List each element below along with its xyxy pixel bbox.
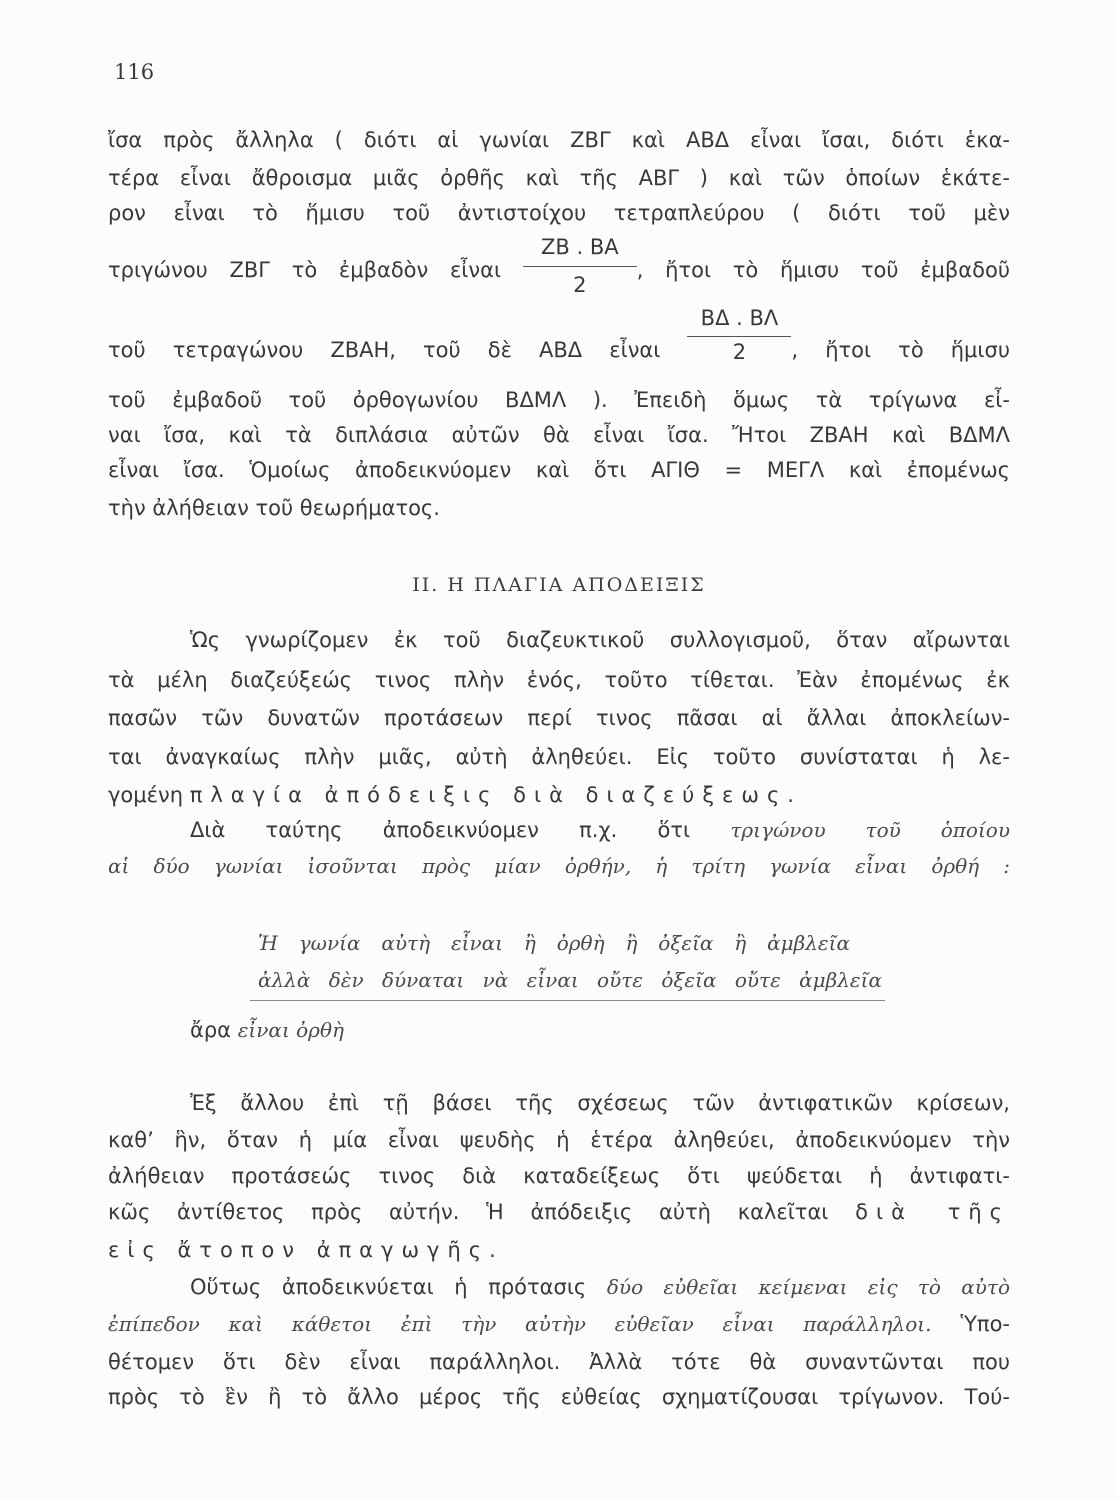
fraction-denominator: 2 <box>573 273 587 297</box>
body-line: Ἐξ ἄλλου ἐπὶ τῇ βάσει τῆς σχέσεως τῶν ἀντιφατικῶν κρίσεων, <box>190 1091 1010 1115</box>
body-line <box>190 815 1010 845</box>
body-line: τὴν ἀλήθειαν τοῦ θεωρήματος. <box>108 496 440 520</box>
body-line <box>108 1235 1010 1265</box>
body-line: ἴσα πρὸς ἄλληλα ( διότι αἱ γωνίαι ΖΒΓ καὶ ΑΒΔ εἶναι ἴσαι, διότι ἑκα- <box>108 128 1010 152</box>
body-line <box>108 851 1010 881</box>
spaced-term: πλαγία ἀπόδειξις διὰ διαζεύξεως. <box>189 783 802 807</box>
body-line: Ὡς γνωρίζομεν ἐκ τοῦ διαζευκτικοῦ συλλογισμοῦ, ὅταν αἴρωνται <box>190 628 1010 652</box>
text-segment: Διὰ ταύτης ἀποδεικνύομεν π.χ. ὅτι <box>190 818 731 842</box>
body-line: τὰ μέλη διαζεύξεώς τινος πλὴν ἑνός, τοῦτο τίθεται. Ἐὰν ἐπομένως ἐκ <box>108 668 1010 692</box>
spaced-term: εἰς ἄτοπον ἀπαγωγῆς. <box>108 1238 504 1262</box>
italic-segment: δύο εὐθεῖαι κείμεναι εἰς τὸ αὐτὸ <box>606 1275 1010 1299</box>
text-segment: ἄρα <box>190 1018 238 1042</box>
italic-segment: ἐπίπεδον καὶ κάθετοι ἐπὶ τὴν αὐτὴν εὐθεῖαν εἶναι παράλληλοι. <box>108 1312 932 1336</box>
body-line <box>190 1272 1010 1302</box>
text-segment: Ὑπο- <box>931 1312 1010 1336</box>
body-line: τέρα εἶναι ἄθροισμα μιᾶς ὀρθῆς καὶ τῆς ΑΒΓ ) καὶ τῶν ὁποίων ἑκάτε- <box>108 166 1010 190</box>
body-line: πασῶν τῶν δυνατῶν προτάσεων περί τινος πᾶσαι αἱ ἄλλαι ἀποκλείων- <box>108 706 1010 730</box>
syllogism-premise-1: Ἡ γωνία αὐτὴ εἶναι ἢ ὀρθὴ ἢ ὀξεῖα ἢ ἀμβλεῖα <box>258 931 850 955</box>
italic-segment: τριγώνου τοῦ ὁποίου <box>730 818 1011 842</box>
body-line: εἶναι ἴσα. Ὁμοίως ἀποδεικνύομεν καὶ ὅτι ΑΓΙΘ = ΜΕΓΛ καὶ ἐπομένως <box>108 458 1010 482</box>
text-segment: κῶς ἀντίθετος πρὸς αὐτήν. Ἡ ἀπόδειξις αὐτὴ καλεῖται <box>108 1200 856 1224</box>
syllogism-rule <box>250 1000 885 1001</box>
fraction-numerator: ΖΒ . ΒΑ <box>541 235 619 259</box>
body-line <box>108 1197 1010 1227</box>
fraction-bar <box>687 336 791 337</box>
body-line: ναι ἴσα, καὶ τὰ διπλάσια αὐτῶν θὰ εἶναι ἴσα. Ἤτοι ΖΒΑΗ καὶ ΒΔΜΛ <box>108 423 1010 447</box>
section-heading: II. Η ΠΛΑΓΙΑ ΑΠΟΔΕΙΞΙΣ <box>412 574 706 596</box>
fraction-denominator: 2 <box>732 340 747 364</box>
body-line: καθ’ ἣν, ὅταν ἡ μία εἶναι ψευδὴς ἡ ἑτέρα ἀληθεύει, ἀποδεικνύομεν τὴν <box>108 1128 1010 1152</box>
syllogism-conclusion <box>190 1015 1010 1045</box>
syllogism-premise-2: ἀλλὰ δὲν δύναται νὰ εἶναι οὔτε ὀξεῖα οὔτε ἀμβλεῖα <box>258 968 882 992</box>
fraction-bar <box>523 266 637 267</box>
body-line: θέτομεν ὅτι δὲν εἶναι παράλληλοι. Ἀλλὰ τότε θὰ συναντῶνται που <box>108 1350 1010 1374</box>
text-segment: , ἤτοι τὸ ἥμισυ <box>791 338 1010 362</box>
italic-segment: εἶναι ὀρθὴ <box>237 1018 344 1042</box>
italic-segment: αἱ δύο γωνίαι ἰσοῦνται πρὸς μίαν ὀρθήν, ἡ τρίτη γωνία εἶναι ὀρθή : <box>108 854 1010 878</box>
body-line: τοῦ ἐμβαδοῦ τοῦ ὀρθογωνίου ΒΔΜΛ ). Ἐπειδὴ ὅμως τὰ τρίγωνα εἶ- <box>108 388 1010 412</box>
text-segment: τοῦ τετραγώνου ΖΒΑΗ, τοῦ δὲ ΑΒΔ εἶναι <box>108 338 661 362</box>
body-line: ρον εἶναι τὸ ἥμισυ τοῦ ἀντιστοίχου τετραπλεύρου ( διότι τοῦ μὲν <box>108 201 1010 225</box>
body-line: ται ἀναγκαίως πλὴν μιᾶς, αὐτὴ ἀληθεύει. Εἰς τοῦτο συνίσταται ἡ λε- <box>108 745 1010 769</box>
text-segment: γομένη <box>108 783 190 807</box>
text-segment: , ἤτοι τὸ ἥμισυ τοῦ ἐμβαδοῦ <box>636 258 1010 282</box>
spaced-term: διὰ τῆς <box>855 1200 1011 1224</box>
body-line: πρὸς τὸ ἓν ἢ τὸ ἄλλο μέρος τῆς εὐθείας σχηματίζουσαι τρίγωνον. Τού- <box>108 1385 1010 1409</box>
body-line: ἀλήθειαν προτάσεώς τινος διὰ καταδείξεως ὅτι ψεύδεται ἡ ἀντιφατι- <box>108 1164 1010 1188</box>
text-segment: Οὕτως ἀποδεικνύεται ἡ πρότασις <box>190 1275 607 1299</box>
body-line <box>108 780 1010 810</box>
page-number: 116 <box>114 60 155 84</box>
fraction-numerator: ΒΔ . ΒΛ <box>700 306 779 330</box>
body-line <box>108 1309 1010 1339</box>
text-segment: τριγώνου ΖΒΓ τὸ ἐμβαδὸν εἶναι <box>108 258 502 282</box>
